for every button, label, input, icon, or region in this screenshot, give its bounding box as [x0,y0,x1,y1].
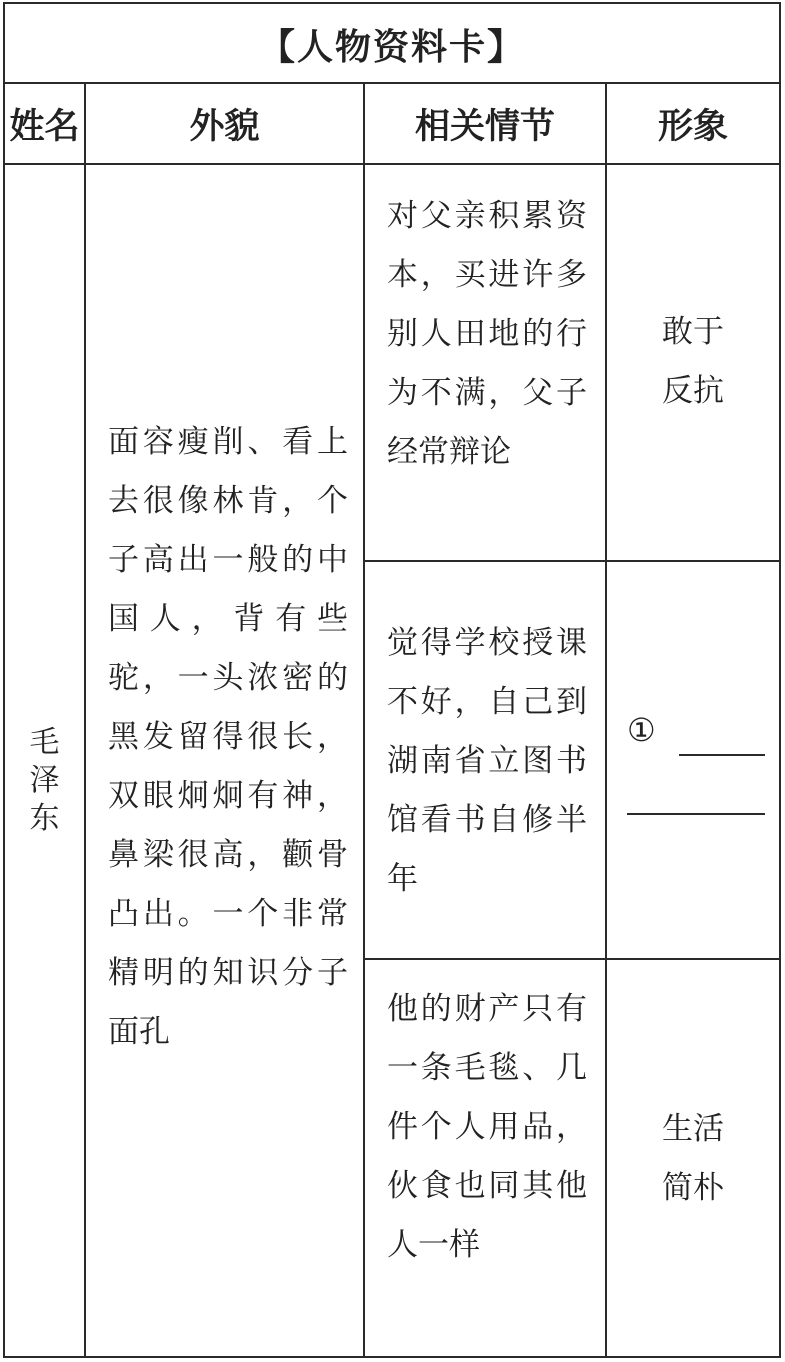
appearance-text: 面容瘦削、看上去很像林肯，个子高出一般的中国人，背有些驼，一头浓密的黑发留得很长，双眼炯炯有神，鼻梁很高，颧骨凸出。一个非常精明的知识分子面孔 [108,424,348,1050]
answer-marker: ① [627,711,656,749]
image-cell-3 [607,960,779,1356]
person-name: 毛泽东 [29,724,60,836]
header-appearance: 外貌 [189,106,260,147]
answer-blank-line-1 [679,754,765,756]
card-title: 【人物资料卡】 [258,26,525,68]
character-card [3,2,781,1358]
plot-text-3: 他的财产只有一条毛毯、几件个人用品，伙食也同其他人一样 [387,991,587,1263]
plot-cell-1 [365,165,605,560]
answer-blank-line-2 [627,813,765,815]
plot-text-1: 对父亲积累资本，买进许多别人田地的行为不满，父子经常辩论 [387,198,587,470]
header-plot: 相关情节 [414,106,555,147]
header-name: 姓名 [9,106,80,147]
image-cell-2 [607,562,779,958]
image-cell-1 [607,165,779,560]
name-cell [5,165,84,1356]
header-image: 形象 [657,106,728,147]
appearance-cell [86,165,363,1356]
plot-cell-2 [365,562,605,958]
plot-cell-3 [365,960,605,1356]
image-text-1: 敢于反抗 [662,314,724,409]
image-text-3: 生活简朴 [662,1111,724,1206]
plot-text-2: 觉得学校授课不好，自己到湖南省立图书馆看书自修半年 [387,625,587,897]
